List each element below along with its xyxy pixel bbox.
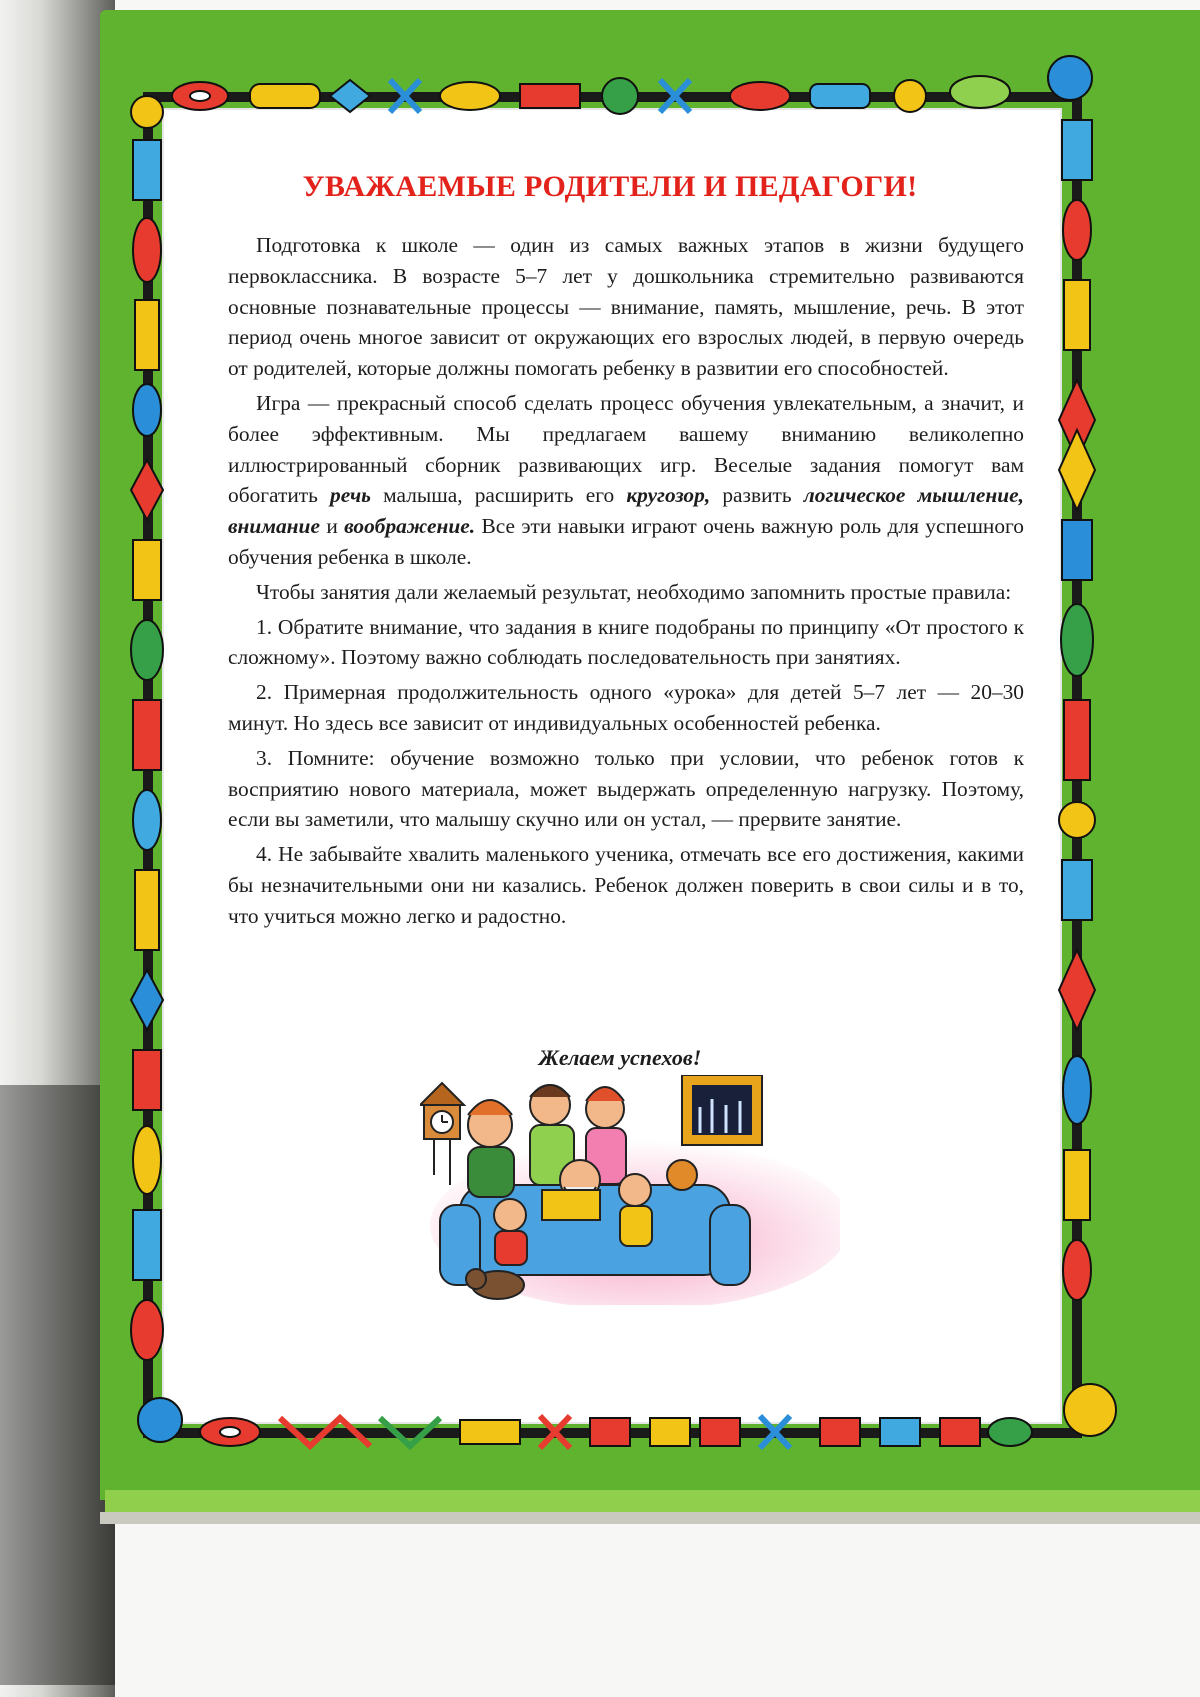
cuckoo-clock-icon (420, 1083, 464, 1185)
closing-wish: Желаем успехов! (538, 1045, 702, 1070)
paragraph-rules-intro: Чтобы занятия дали желаемый результат, необходимо запомнить простые правила: (256, 579, 1012, 604)
emphasis-speech: речь (330, 483, 371, 508)
rule-4: 4. Не забывайте хвалить маленького ученика, отмечать все его достижения, какими бы незначительными они ни казались. Ребенок должен поверить в свои силы и в то, что учиться можно легко и радостно. (228, 842, 1024, 928)
emphasis-outlook: кругозор, (626, 483, 711, 508)
dog-icon (466, 1269, 524, 1299)
paragraph-game-text-d: и (319, 514, 345, 539)
paragraph-game-text-e: Все эти навыки играют очень важную роль для успешного обучения ребенка в школе. (228, 514, 1024, 569)
paragraph-game-text-a: Игра — прекрасный способ сделать процесс обучения увлекательным, а значит, и более эффективным. Мы предлагаем вашему вниманию великолепно иллюстрированный сборник развивающих игр. Веселые задания помогут вам обогатить (228, 390, 1024, 508)
emphasis-imagination: воображение. (344, 514, 476, 539)
rule-2: 2. Примерная продолжительность одного «урока» для детей 5–7 лет — 20–30 минут. Но здесь все зависит от индивидуальных особенностей ребенка. (228, 680, 1024, 735)
rule-3: 3. Помните: обучение возможно только при условии, что ребенок готов к восприятию нового материала, может выдержать определенную нагрузку. Поэтому, если вы заметили, что малышу скучно или он устал, — прервите занятие. (228, 745, 1024, 832)
book-cover-edge (105, 1490, 1200, 1512)
letter-body (228, 230, 1024, 936)
paragraph-game-text-c: развить (710, 483, 804, 508)
family-reading-illustration (420, 1075, 840, 1305)
framed-winter-forest-picture (682, 1075, 762, 1145)
paragraph-intro: Подготовка к школе — один из самых важных этапов в жизни будущего первоклассника. В возрасте 5–7 лет у дошкольника стремительно развиваются основные познавательные процессы — внимание, память, мышление, речь. В этот период очень многое зависит от окружающих его взрослых людей, в первую очередь от родителей, которые должны помогать ребенку в развитии его способностей. (228, 233, 1024, 381)
paragraph-game-text-b: малыша, расширить его (370, 483, 627, 508)
paragraph-game (228, 388, 1024, 573)
emphasis-logic-attention: логическое мышление, внимание (228, 483, 1024, 539)
book-cover-shadow (100, 1512, 1200, 1524)
rule-1: 1. Обратите внимание, что задания в книге подобраны по принципу «От простого к сложному». Поэтому важно соблюдать последовательность при занятиях. (228, 614, 1024, 670)
page-title: УВАЖАЕМЫЕ РОДИТЕЛИ И ПЕДАГОГИ! (302, 170, 918, 203)
scan-dark-band (0, 1085, 115, 1685)
